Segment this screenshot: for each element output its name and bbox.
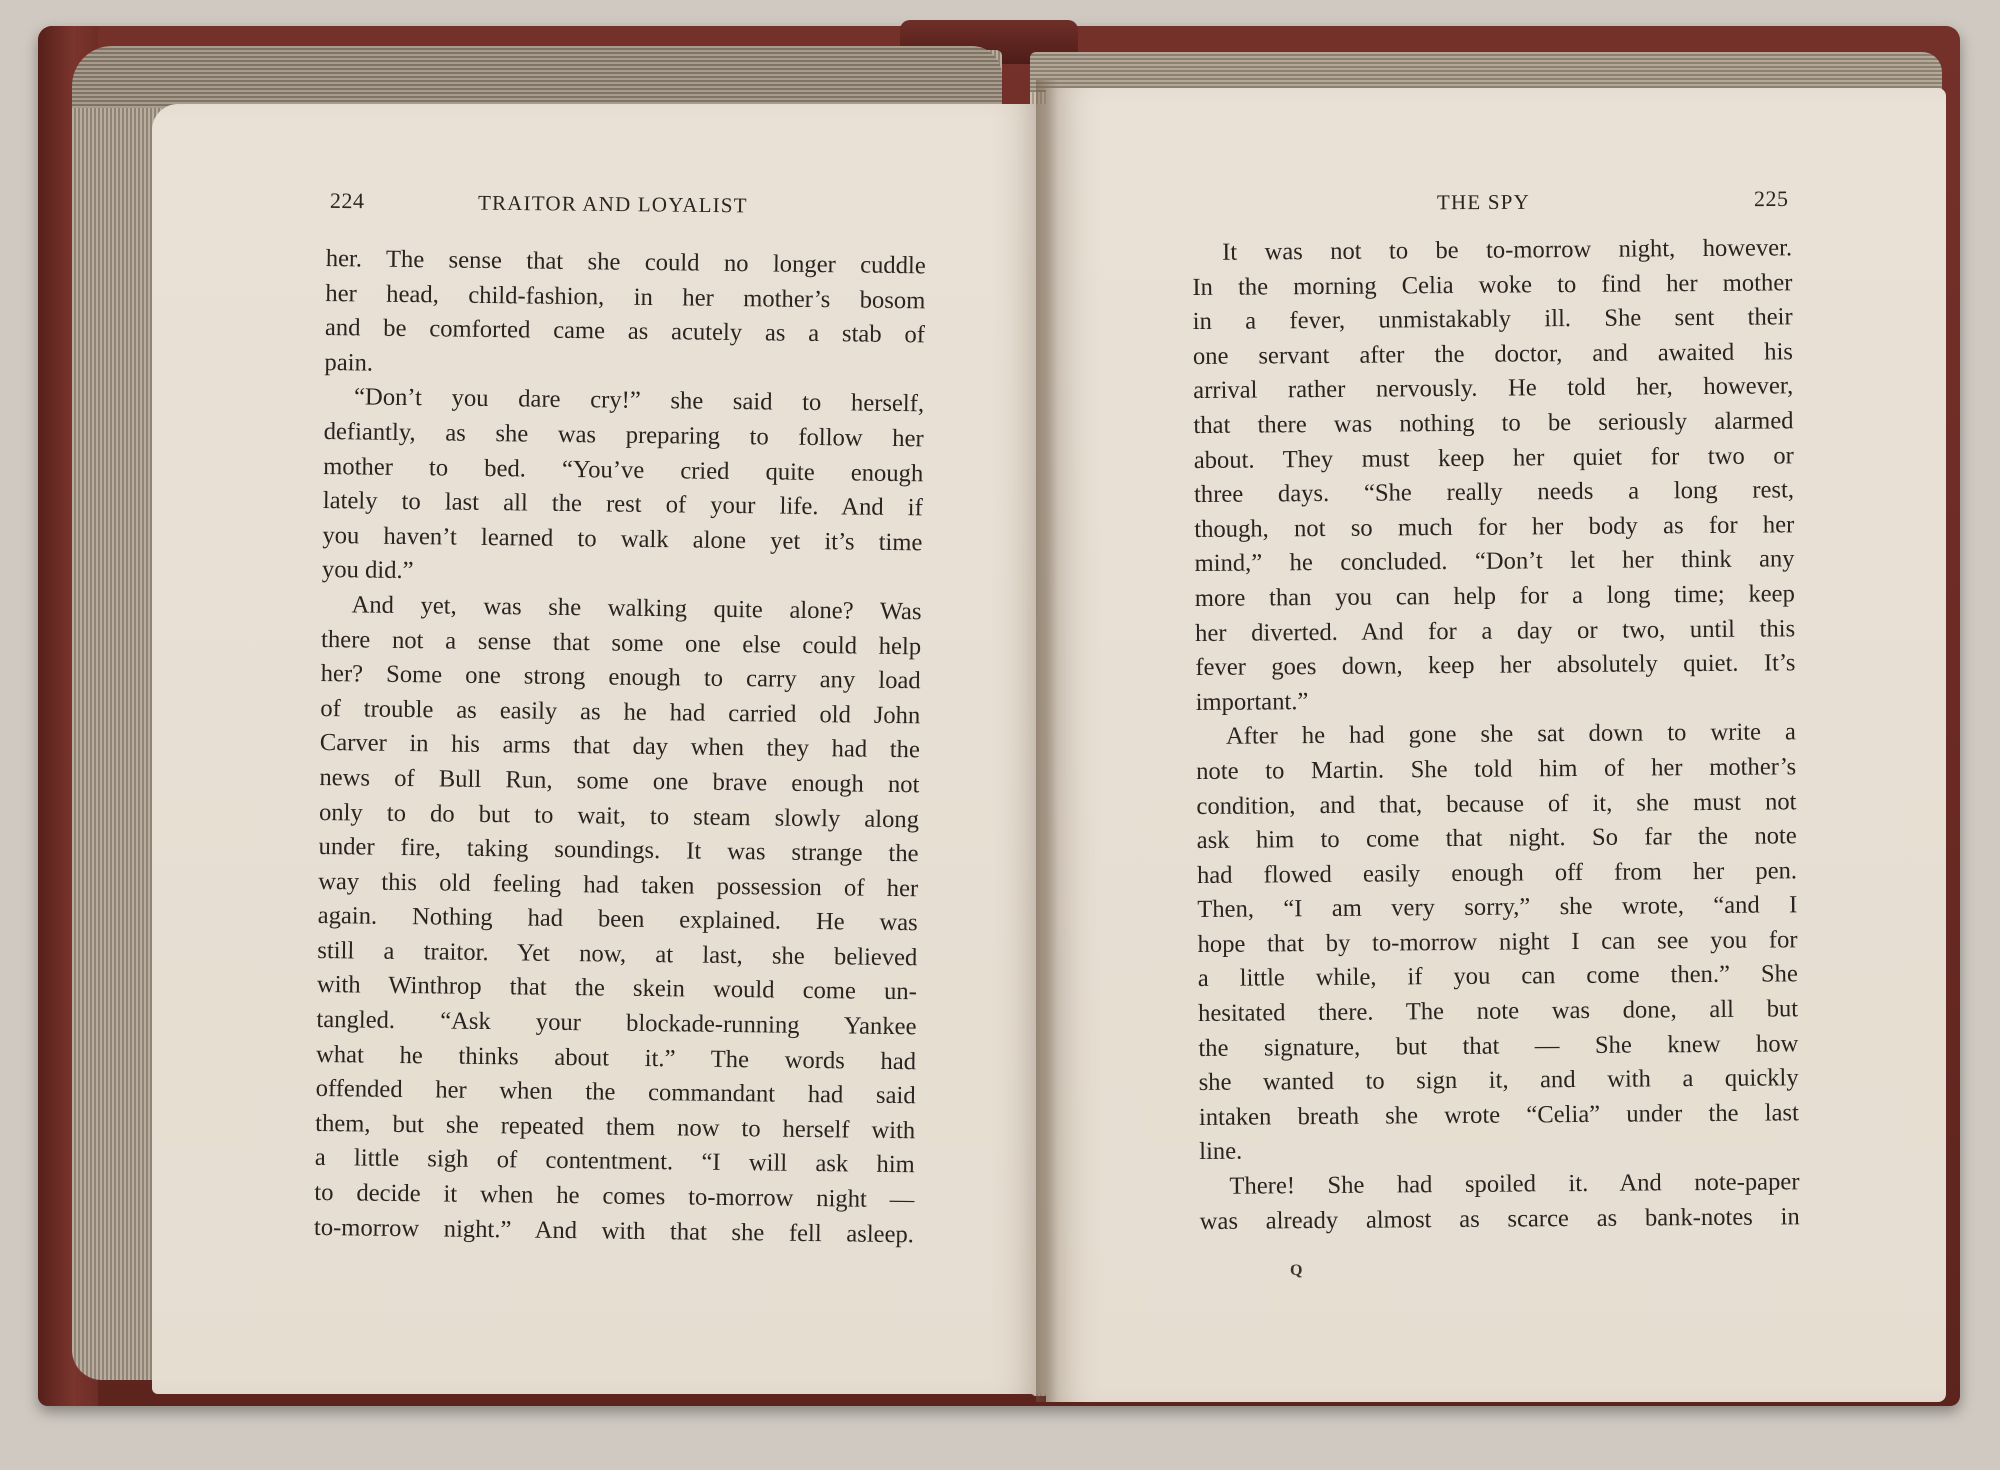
text-line: there not a sense that some one else could help <box>320 625 922 660</box>
text-line: And yet, was she walking quite alone? Was <box>351 591 922 626</box>
text-line: pain. <box>324 348 374 377</box>
text-line: with Winthrop that the skein would come un- <box>316 971 918 1006</box>
right-running-head: THE SPY <box>1436 189 1531 215</box>
text-line: a little sigh of contentment. “I will ask him <box>314 1144 915 1179</box>
text-line: There! She had spoiled it. And note-paper <box>1229 1168 1800 1200</box>
text-line: It was not to be to-morrow night, however. <box>1222 234 1793 266</box>
text-line: note to Martin. She told him of her mother’s <box>1196 753 1797 785</box>
text-line: that there was nothing to be seriously alarmed <box>1193 407 1794 439</box>
text-line: ask him to come that night. So far the note <box>1196 822 1797 855</box>
text-line: condition, and that, because of it, she must not <box>1196 787 1797 820</box>
text-line: hesitated there. The note was done, all but <box>1198 995 1799 1028</box>
right-page-stack-top <box>1030 52 1942 92</box>
text-line: three days. “She really needs a long rest, <box>1193 476 1795 509</box>
text-line: mind,” he concluded. “Don’t let her think any <box>1194 545 1795 578</box>
left-page-text <box>314 242 926 1252</box>
text-line: news of Bull Run, some one brave enough not <box>319 763 920 799</box>
text-line: had flowed easily enough off from her pen. <box>1196 856 1798 889</box>
text-line: fever goes down, keep her absolutely quiet. It’s <box>1195 649 1796 682</box>
text-line: “Don’t you dare cry!” she said to herself, <box>353 383 925 418</box>
text-line: one servant after the doctor, and awaited his <box>1192 338 1794 370</box>
text-line: her head, child-fashion, in her mother’s bosom <box>325 279 926 314</box>
text-line: line. <box>1199 1138 1243 1166</box>
text-line: of trouble as easily as he had carried old John <box>320 694 921 730</box>
text-line: only to do but to wait, to steam slowly along <box>318 798 920 833</box>
text-line: After he had gone she sat down to write a <box>1225 718 1797 751</box>
text-line: under fire, taking soundings. It was strange the <box>318 833 919 868</box>
text-line: offended her when the commandant had said <box>315 1075 916 1110</box>
text-line: way this old feeling had taken possession of her <box>318 867 919 902</box>
text-line: again. Nothing had been explained. He was <box>317 902 918 937</box>
text-line: her diverted. And for a day or two, until this <box>1195 614 1796 647</box>
text-line: hope that by to-morrow night I can see you for <box>1197 926 1798 958</box>
text-line: still a traitor. Yet now, at last, she believed <box>317 936 918 972</box>
signature-mark: Q <box>1290 1262 1303 1279</box>
text-line: Then, “I am very sorry,” she wrote, “and I <box>1197 891 1798 924</box>
text-line: them, but she repeated them now to herself with <box>315 1109 916 1145</box>
left-page-stack-top <box>72 46 1002 108</box>
text-line: what he thinks about it.” The words had <box>315 1040 917 1075</box>
text-line: and be comforted came as acutely as a stab of <box>324 314 926 349</box>
text-line: mother to bed. “You’ve cried quite enough <box>323 452 924 487</box>
text-line: In the morning Celia woke to find her mother <box>1192 268 1793 301</box>
left-page-number: 224 <box>329 187 365 214</box>
text-line: arrival rather nervously. He told her, however, <box>1193 372 1794 405</box>
text-line: about. They must keep her quiet for two or <box>1193 441 1794 474</box>
text-line: defiantly, as she was preparing to follow her <box>323 417 924 453</box>
text-line: lately to last all the rest of your life. And if <box>322 487 923 522</box>
text-line: her? Some one strong enough to carry any load <box>320 660 921 695</box>
text-line: was already almost as scarce as bank-notes in <box>1199 1202 1800 1235</box>
text-line: important.” <box>1195 687 1309 716</box>
text-line: intaken breath she wrote “Celia” under the last <box>1198 1099 1800 1131</box>
right-page-number: 225 <box>1753 185 1789 212</box>
book-gutter <box>1036 80 1058 1402</box>
text-line: a little while, if you can come then.” She <box>1197 960 1798 993</box>
text-line: more than you can help for a long time; keep <box>1194 580 1795 612</box>
text-line: tangled. “Ask your blockade-running Yankee <box>316 1006 917 1041</box>
text-line: in a fever, unmistakably ill. She sent their <box>1192 303 1793 336</box>
text-line: to decide it when he comes to-morrow night — <box>314 1178 915 1214</box>
left-running-head: TRAITOR AND LOYALIST <box>477 190 748 218</box>
text-line: though, not so much for her body as for her <box>1194 511 1795 543</box>
text-line: to-morrow night.” And with that she fell asleep. <box>313 1213 915 1248</box>
text-line: her. The sense that she could no longer cuddle <box>325 244 926 280</box>
text-line: Carver in his arms that day when they had the <box>319 729 921 764</box>
right-page-text <box>1192 231 1800 1239</box>
text-line: you haven’t learned to walk alone yet it’s time <box>322 521 923 557</box>
text-line: she wanted to sign it, and with a quickly <box>1198 1064 1799 1097</box>
text-line: you did.” <box>321 556 414 585</box>
text-line: the signature, but that — She knew how <box>1198 1029 1799 1062</box>
